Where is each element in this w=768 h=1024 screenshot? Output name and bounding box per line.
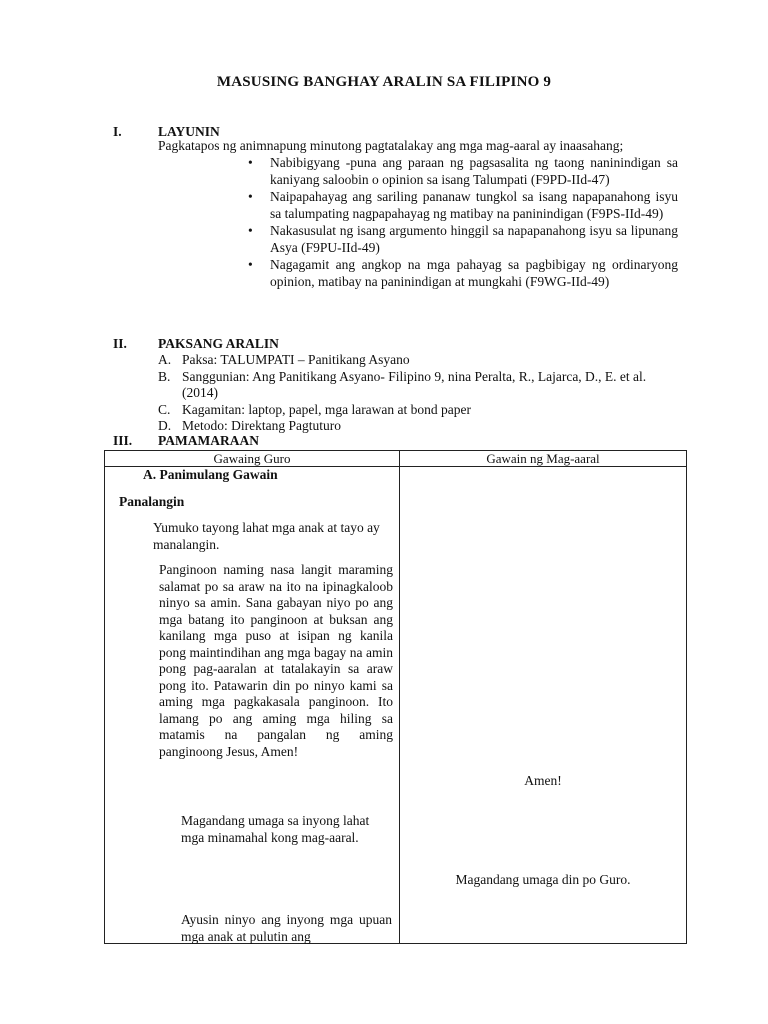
- bullet-icon: •: [248, 189, 253, 204]
- teacher-cell: [105, 467, 400, 944]
- objective-item: [248, 257, 678, 290]
- topic-text: Metodo: Direktang Pagtuturo: [182, 418, 341, 433]
- objective-text: Nabibigyang -puna ang paraan ng pagsasalita ng taong naninindigan sa kaniyang saloobin o opinion sa isang Talumpati (F9PD-IId-47): [270, 155, 678, 187]
- subsection-title: A. Panimulang Gawain: [143, 467, 278, 482]
- objectives-list: [248, 155, 678, 291]
- topic-item: [158, 369, 680, 402]
- objective-text: Nakasusulat ng isang argumento hinggil sa napapanahong isyu sa lipunang Asya (F9PU-IId-49): [270, 223, 678, 255]
- header-gawain-mag-aaral: Gawain ng Mag-aaral: [400, 451, 687, 467]
- topic-text: Sanggunian: Ang Panitikang Asyano- Filipino 9, nina Peralta, R., Lajarca, D., E. et al. (2014): [182, 368, 647, 400]
- section-number-pamamaraan: III.: [113, 433, 133, 448]
- topic-item: [158, 402, 680, 419]
- objective-text: Nagagamit ang angkop na mga pahayag sa pagbibigay ng ordinaryong opinion, matibay na paninindigan at mungkahi (F9WG-IId-49): [270, 257, 678, 289]
- section-title-paksang-aralin: PAKSANG ARALIN: [158, 336, 279, 351]
- section-number-paksang-aralin: II.: [113, 336, 127, 351]
- objective-item: [248, 155, 678, 188]
- document-title: MASUSING BANGHAY ARALIN SA FILIPINO 9: [216, 74, 552, 90]
- teacher-instruction-seats: Ayusin ninyo ang inyong mga upuan mga anak at pulutin ang: [181, 912, 392, 944]
- section-number-layunin: I.: [113, 124, 122, 139]
- teacher-greeting: Magandang umaga sa inyong lahat mga minamahal kong mag-aaral.: [181, 813, 370, 845]
- section-title-pamamaraan: PAMAMARAAN: [158, 433, 259, 448]
- objective-item: [248, 223, 678, 256]
- layunin-intro: Pagkatapos ng animnapung minutong pagtatalakay ang mga mag-aaral ay inaasahang;: [158, 138, 624, 153]
- table-header-row: [105, 451, 687, 467]
- topic-letter: B.: [158, 368, 171, 384]
- prayer-text: Panginoon naming nasa langit maraming salamat po sa araw na ito na ipinagkaloob ninyo sa amin. Sana gabayan niyo po ang mga batang ito panginoon at buksan ang kanilang mga puso at isipan ng kanila pong maintindihan ang mga bagay na amin pong pag-aaralan at tatalakayin sa araw pong ito. Patawarin din po ninyo kami sa aming mga pagkakasala panginoon. Ito lamang po ang aming mga hiling sa matamis na pangalan ng aming panginoong Jesus, Amen!: [159, 562, 393, 759]
- topic-letter: C.: [158, 401, 171, 417]
- objective-item: [248, 189, 678, 222]
- topic-letter: A.: [158, 352, 172, 367]
- paksang-aralin-list: [158, 352, 680, 435]
- procedure-table: [104, 450, 687, 944]
- topic-text: Paksa: TALUMPATI – Panitikang Asyano: [182, 352, 410, 367]
- header-gawaing-guro: Gawaing Guro: [105, 451, 400, 467]
- section-title-layunin: LAYUNIN: [158, 124, 220, 139]
- table-row: [105, 467, 687, 944]
- bullet-icon: •: [248, 155, 253, 170]
- bullet-icon: •: [248, 257, 253, 272]
- topic-letter: D.: [158, 418, 172, 433]
- student-cell: [400, 467, 687, 944]
- topic-item: [158, 352, 680, 369]
- teacher-instruction-pray: Yumuko tayong lahat mga anak at tayo ay manalangin.: [153, 520, 380, 552]
- topic-text: Kagamitan: laptop, papel, mga larawan at bond paper: [182, 401, 472, 417]
- objective-text: Naipapahayag ang sariling pananaw tungkol sa isang napapanahong isyu sa talumpating nagpapahayag ng matibay na paninindigan (F9PS-IId-49): [270, 189, 678, 221]
- student-response-greeting: Magandang umaga din po Guro.: [455, 872, 631, 887]
- panalangin-label: Panalangin: [119, 494, 185, 509]
- student-response-amen: Amen!: [524, 773, 562, 788]
- bullet-icon: •: [248, 223, 253, 238]
